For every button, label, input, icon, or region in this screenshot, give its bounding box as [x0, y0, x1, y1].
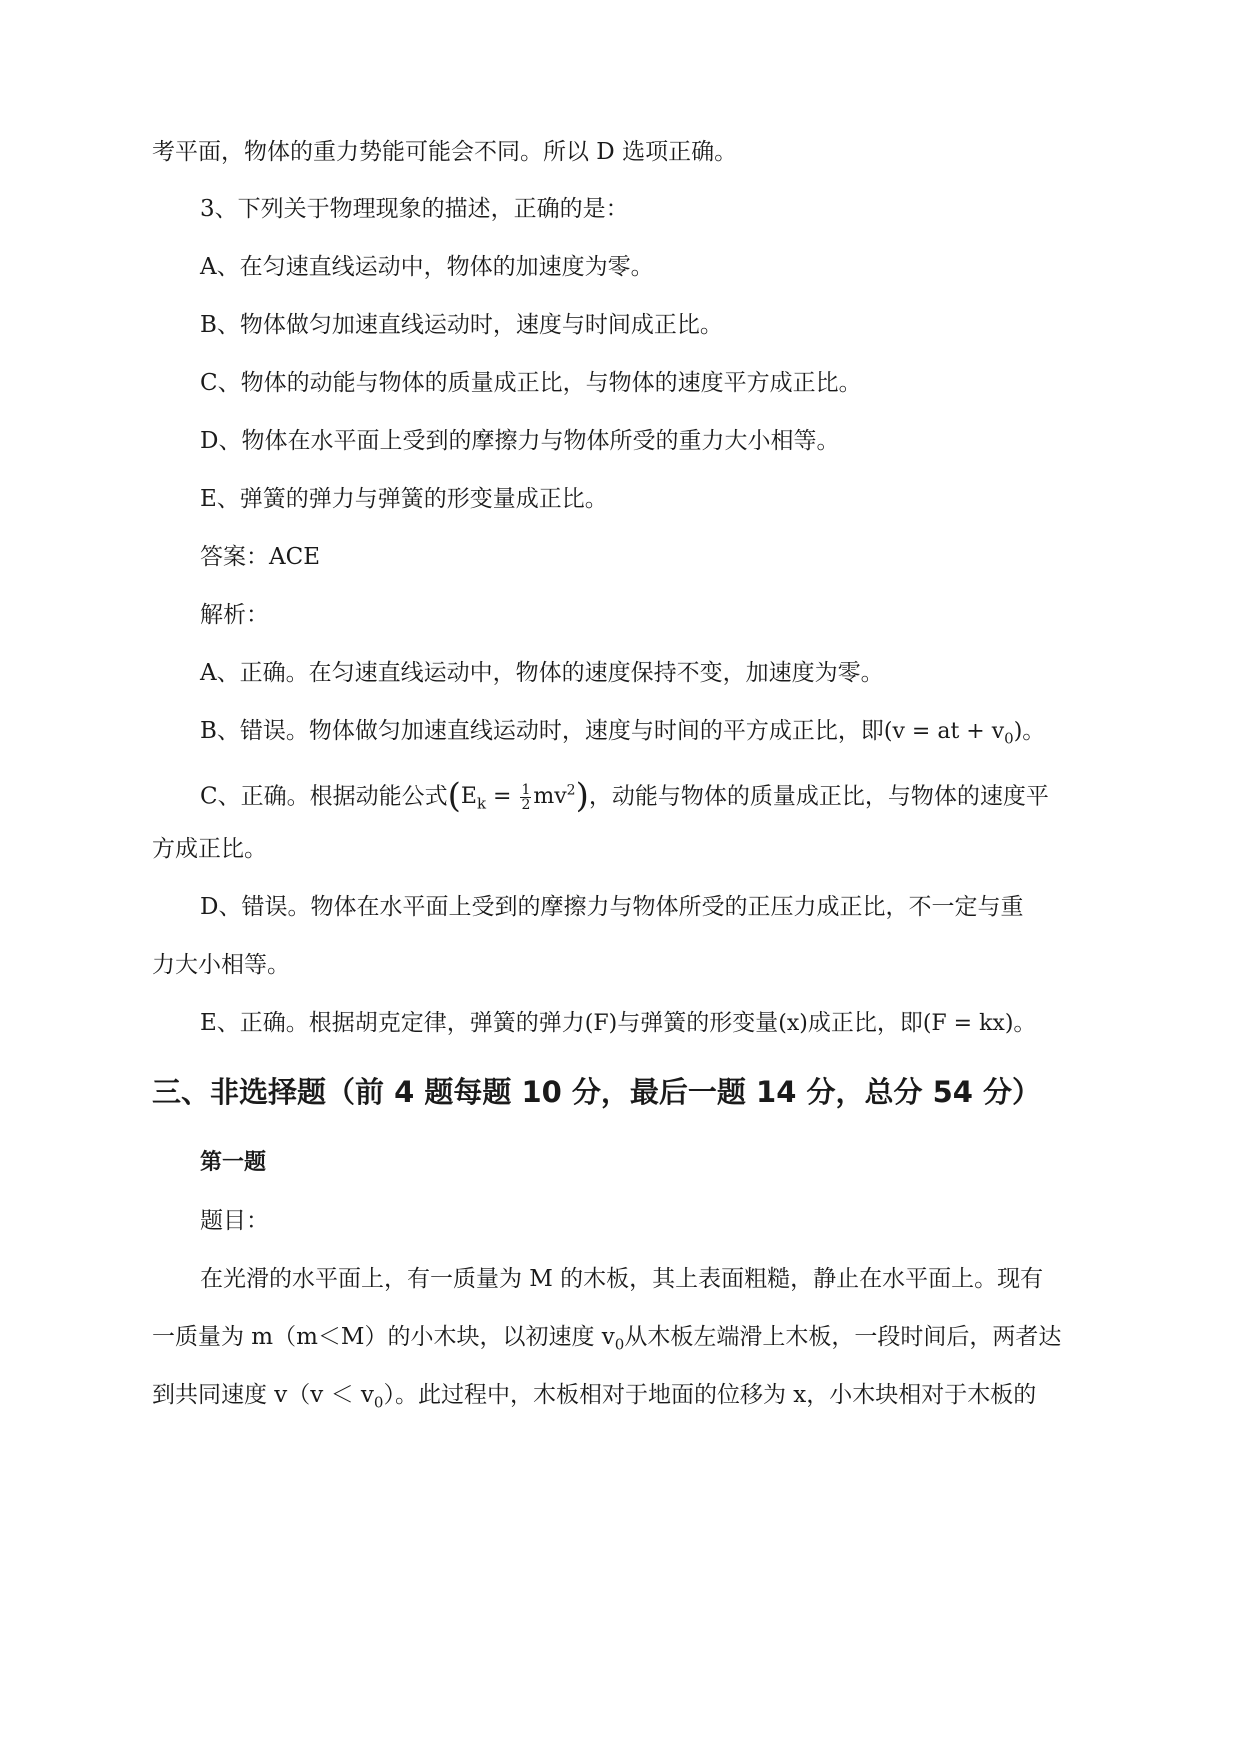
problem-line-2 — [152, 1322, 1092, 1360]
problem-line-2-start: 一质量为 m（m＜M）的小木块，以初速度 v — [152, 1324, 615, 1350]
option-a: A、在匀速直线运动中，物体的加速度为零。 — [200, 254, 654, 280]
analysis-b-text: B、错误。物体做匀加速直线运动时，速度与时间的平方成正比，即 — [200, 718, 884, 744]
velocity-formula-subscript: 0 — [1004, 729, 1014, 748]
analysis-b — [200, 716, 1092, 753]
analysis-c-text: C、正确。根据动能公式 — [200, 783, 448, 810]
kinetic-energy-formula: ($E_k$ = $\frac{1}{2}$ $mv^2$) — [447, 776, 589, 817]
option-d: D、物体在水平面上受到的摩擦力与物体所受的重力大小相等。 — [200, 428, 840, 454]
analysis-e-mid: 与弹簧的形变量 — [617, 1010, 779, 1036]
analysis-c — [200, 776, 1092, 819]
analysis-d-line2: 力大小相等。 — [152, 952, 290, 978]
answer-line: 答案：ACE — [200, 544, 320, 570]
ke-equals: = — [486, 784, 519, 810]
option-b: B、物体做匀加速直线运动时，速度与时间成正比。 — [200, 312, 723, 338]
deformation-symbol: (x) — [778, 1011, 808, 1036]
velocity-formula-body: v = at + v — [892, 719, 1005, 744]
analysis-c-line2: 方成正比。 — [152, 836, 267, 862]
section-heading: 三、非选择题（前 4 题每题 10 分，最后一题 14 分，总分 54 分） — [152, 1075, 1042, 1109]
ke-mv: mv — [533, 784, 567, 810]
problem-line-3-start: 到共同速度 v（v ＜ v — [152, 1382, 374, 1408]
ke-exponent: 2 — [566, 783, 576, 799]
ke-subscript: k — [476, 794, 487, 813]
question-heading: 第一题 — [200, 1150, 267, 1175]
ke-symbol: E — [460, 784, 477, 810]
problem-line-1: 在光滑的水平面上，有一质量为 M 的木板，其上表面粗糙，静止在水平面上。现有 — [200, 1266, 1044, 1292]
question-3: 3、下列关于物理现象的描述，正确的是： — [200, 196, 629, 222]
paragraph-continuation: 考平面，物体的重力势能可能会不同。所以 D 选项正确。 — [152, 139, 738, 165]
analysis-label: 解析： — [200, 602, 269, 628]
fraction-numerator: 1 — [521, 781, 531, 798]
analysis-e — [200, 1008, 1092, 1039]
analysis-e-end: 。 — [1013, 1010, 1037, 1036]
one-half-fraction — [520, 783, 531, 812]
v0-subscript: 0 — [614, 1335, 625, 1354]
analysis-d-line1: D、错误。物体在水平面上受到的摩擦力与物体所受的正压力成正比，不一定与重 — [200, 894, 1024, 920]
question-label: 题目： — [200, 1208, 269, 1234]
analysis-b-end: 。 — [1022, 718, 1046, 744]
v0-subscript-2: 0 — [373, 1393, 384, 1412]
option-c: C、物体的动能与物体的质量成正比，与物体的速度平方成正比。 — [200, 370, 862, 396]
analysis-e-text: E、正确。根据胡克定律，弹簧的弹力 — [200, 1010, 585, 1036]
analysis-c-text-end: ，动能与物体的质量成正比，与物体的速度平 — [588, 783, 1049, 810]
analysis-e-mid2: 成正比，即 — [807, 1010, 923, 1036]
problem-line-3 — [152, 1380, 1092, 1418]
force-symbol: (F) — [584, 1011, 618, 1036]
analysis-a: A、正确。在匀速直线运动中，物体的速度保持不变，加速度为零。 — [200, 660, 884, 686]
fraction-denominator: 2 — [521, 796, 531, 813]
hooke-formula: (F = kx) — [922, 1011, 1014, 1036]
option-e: E、弹簧的弹力与弹簧的形变量成正比。 — [200, 486, 608, 512]
velocity-formula: (v = at + $v_0$) — [883, 719, 1023, 748]
problem-line-2-end: 从木板左端滑上木板，一段时间后，两者达 — [624, 1324, 1062, 1350]
problem-line-3-end: ）。此过程中，木板相对于地面的位移为 x，小木块相对于木板的 — [383, 1382, 1037, 1408]
